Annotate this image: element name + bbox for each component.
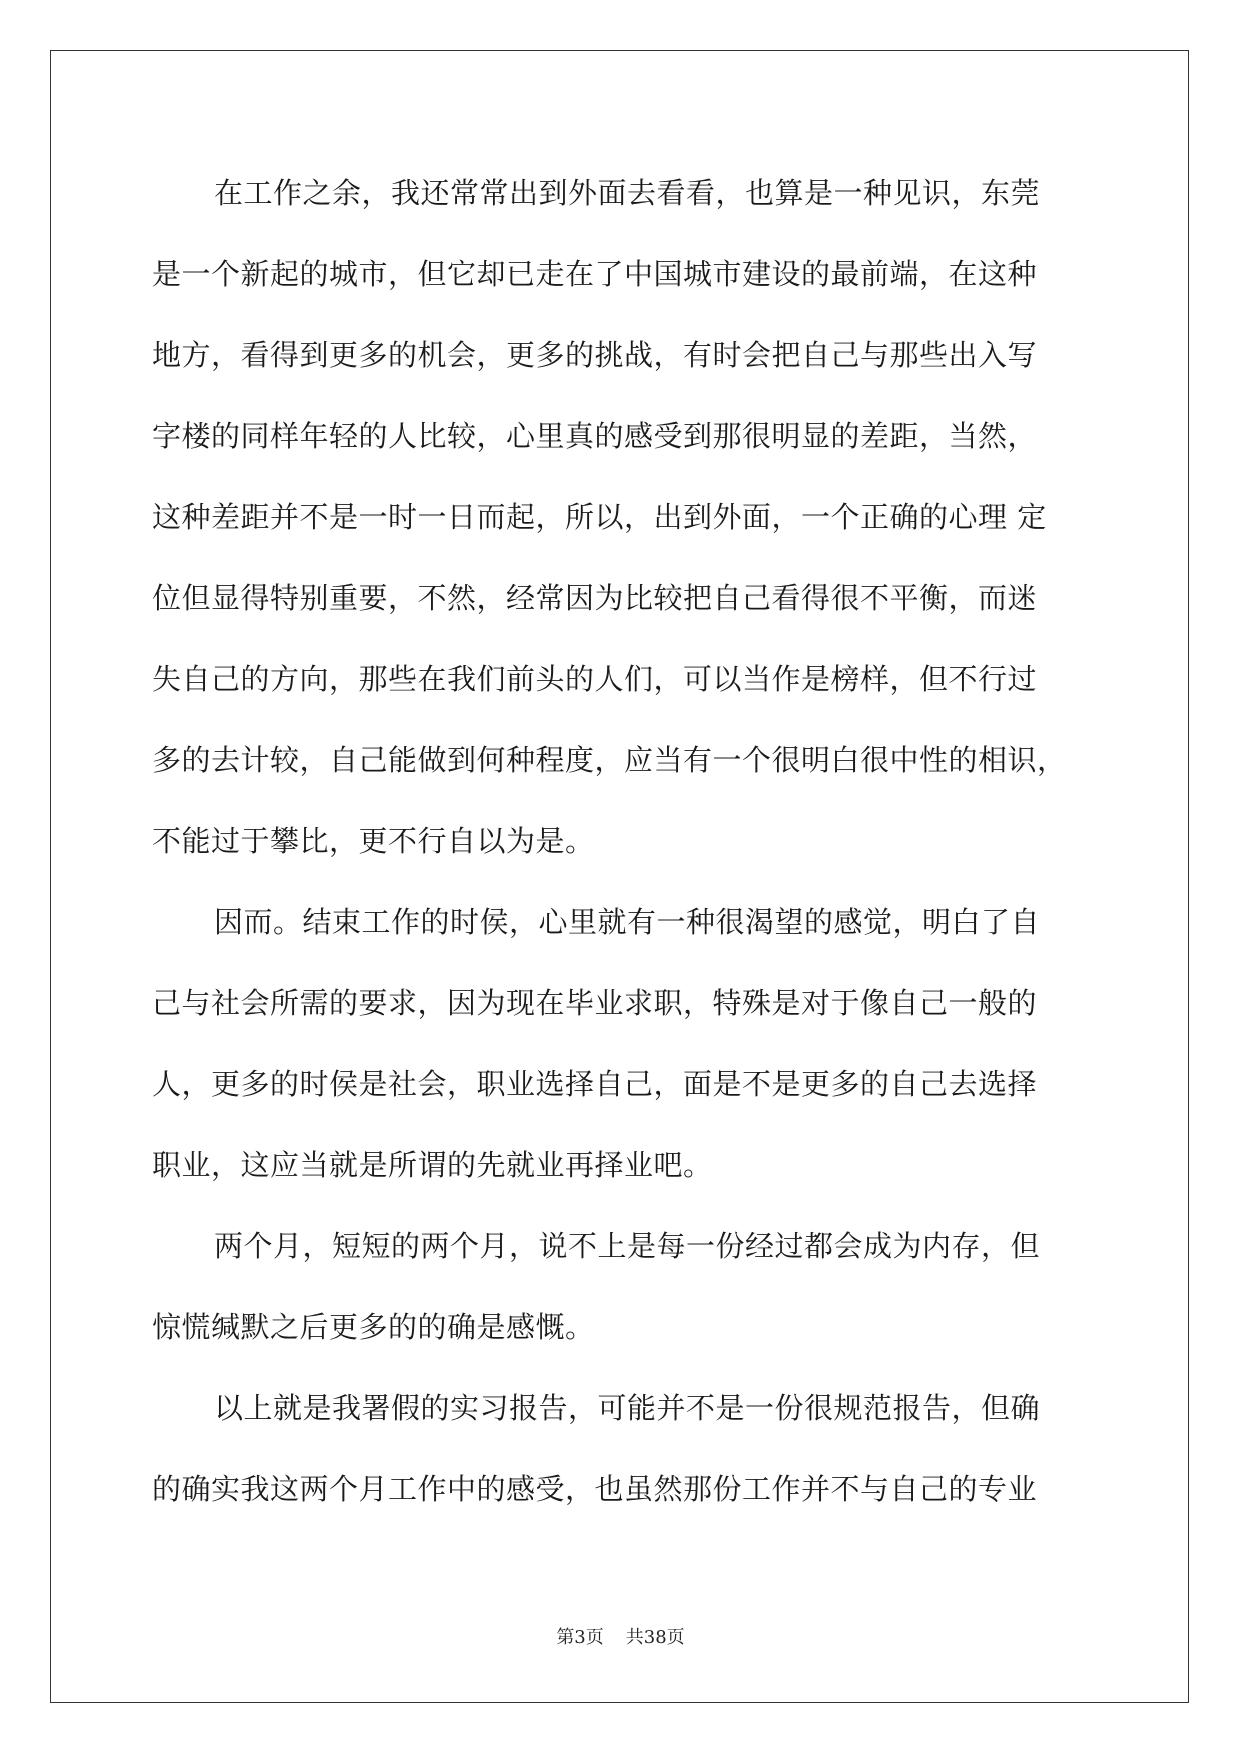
paragraph-4	[152, 1368, 1092, 1530]
text-line: 人，更多的时侯是社会，职业选择自己，面是不是更多的自己去选择	[152, 1067, 1038, 1101]
document-body	[152, 153, 1092, 1530]
text-line: 地方，看得到更多的机会，更多的挑战，有时会把自己与那些出入写	[152, 338, 1038, 372]
page-footer	[0, 1623, 1241, 1649]
page-number: 第3页	[556, 1627, 604, 1648]
text-line: 在工作之余，我还常常出到外面去看看，也算是一种见识，东莞	[214, 176, 1041, 210]
text-line: 两个月，短短的两个月，说不上是每一份经过都会成为内存，但	[214, 1229, 1041, 1263]
text-line: 的确实我这两个月工作中的感受，也虽然那份工作并不与自己的专业	[152, 1472, 1038, 1506]
text-line: 惊慌缄默之后更多的的确是感慨。	[152, 1310, 595, 1344]
text-line: 不能过于攀比，更不行自以为是。	[152, 824, 595, 858]
page-total: 共38页	[625, 1627, 685, 1648]
text-line: 以上就是我署假的实习报告，可能并不是一份很规范报告，但确	[214, 1391, 1041, 1425]
text-line: 这种差距并不是一时一日而起，所以，出到外面，一个正确的心理 定	[152, 500, 1047, 534]
paragraph-2	[152, 882, 1092, 1206]
text-line: 位但显得特别重要，不然，经常因为比较把自己看得很不平衡，而迷	[152, 581, 1038, 615]
paragraph-1	[152, 153, 1092, 882]
text-line: 失自己的方向，那些在我们前头的人们，可以当作是榜样，但不行过	[152, 662, 1038, 696]
text-line: 因而。结束工作的时侯，心里就有一种很渴望的感觉，明白了自	[214, 905, 1041, 939]
text-line: 职业，这应当就是所谓的先就业再择业吧。	[152, 1148, 713, 1182]
text-line: 多的去计较，自己能做到何种程度，应当有一个很明白很中性的相识，	[152, 743, 1067, 777]
text-line: 是一个新起的城市，但它却已走在了中国城市建设的最前端，在这种	[152, 257, 1038, 291]
text-line: 字楼的同样年轻的人比较，心里真的感受到那很明显的差距，当然，	[152, 419, 1038, 453]
paragraph-3	[152, 1206, 1092, 1368]
text-line: 己与社会所需的要求，因为现在毕业求职，特殊是对于像自己一般的	[152, 986, 1038, 1020]
